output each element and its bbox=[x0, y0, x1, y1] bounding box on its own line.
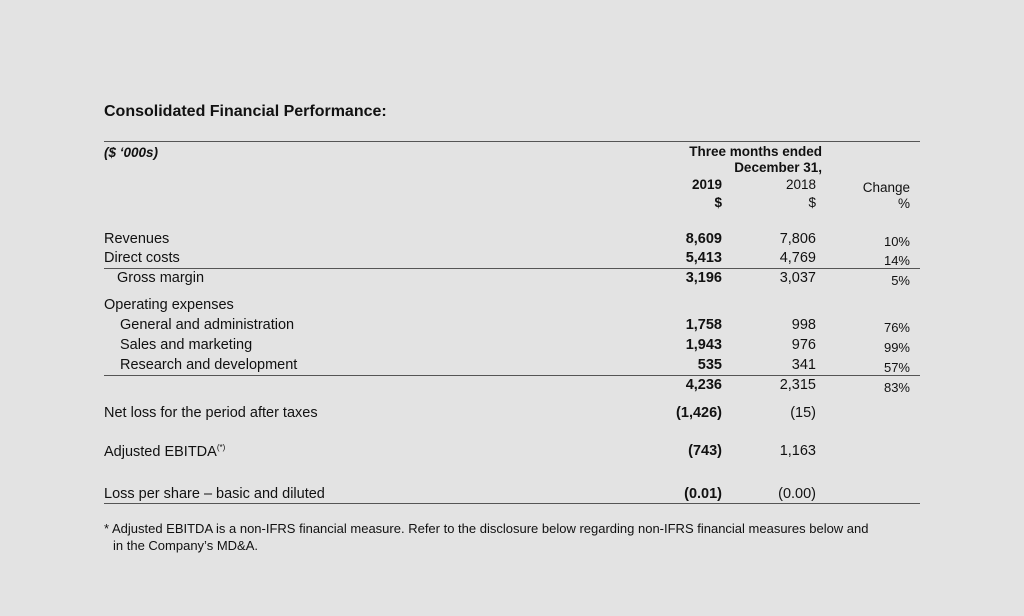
period-header-line2: December 31, bbox=[734, 160, 822, 175]
ga-current: 1,758 bbox=[685, 317, 722, 333]
rd-label: Research and development bbox=[120, 357, 298, 373]
direct-costs-current: 5,413 bbox=[685, 250, 722, 266]
bottom-rule bbox=[104, 503, 920, 504]
eps-label: Loss per share – basic and diluted bbox=[104, 486, 325, 502]
revenues-current: 8,609 bbox=[685, 231, 722, 247]
top-rule bbox=[104, 141, 920, 142]
currency-current-header: $ bbox=[714, 195, 722, 210]
period-header-line1: Three months ended bbox=[689, 144, 822, 159]
net-loss-prior: (15) bbox=[790, 405, 816, 421]
page-title: Consolidated Financial Performance: bbox=[104, 103, 387, 120]
revenues-change: 10% bbox=[883, 234, 910, 249]
change-header: Change bbox=[862, 180, 910, 195]
footnote-line1: * Adjusted EBITDA is a non-IFRS financial measure. Refer to the disclosure below regarding non-IFRS financial measures below and bbox=[104, 521, 869, 536]
footnote bbox=[104, 520, 924, 554]
year-prior-header: 2018 bbox=[785, 177, 816, 192]
eps-current: (0.01) bbox=[684, 486, 722, 502]
opex-total-current: 4,236 bbox=[685, 377, 722, 393]
gross-margin-label: Gross margin bbox=[117, 270, 205, 286]
direct-costs-change: 14% bbox=[883, 253, 910, 268]
net-loss-current: (1,426) bbox=[676, 405, 722, 421]
opex-total-change: 83% bbox=[883, 380, 910, 395]
rd-change: 57% bbox=[883, 360, 910, 375]
direct-costs-prior: 4,769 bbox=[779, 250, 816, 266]
currency-prior-header: $ bbox=[808, 195, 816, 210]
ga-change: 76% bbox=[883, 320, 910, 335]
revenues-label: Revenues bbox=[104, 231, 170, 247]
sm-change: 99% bbox=[883, 340, 910, 355]
ebitda-current: (743) bbox=[688, 443, 722, 459]
change-unit-header: % bbox=[897, 196, 910, 211]
gross-margin-rule bbox=[104, 268, 920, 269]
ga-prior: 998 bbox=[791, 317, 816, 333]
sm-current: 1,943 bbox=[685, 337, 722, 353]
gross-margin-change: 5% bbox=[891, 273, 910, 288]
footnote-line2: in the Company’s MD&A. bbox=[113, 538, 258, 553]
opex-total-rule bbox=[104, 375, 920, 376]
ebitda-prior: 1,163 bbox=[779, 443, 816, 459]
year-current-header: 2019 bbox=[691, 177, 722, 192]
sm-label: Sales and marketing bbox=[120, 337, 253, 353]
rd-prior: 341 bbox=[791, 357, 816, 373]
gross-margin-current: 3,196 bbox=[685, 270, 722, 286]
revenues-prior: 7,806 bbox=[779, 231, 816, 247]
ebitda-label: Adjusted EBITDA(*) bbox=[104, 443, 226, 460]
ebitda-footnote-marker: (*) bbox=[216, 443, 226, 452]
eps-prior: (0.00) bbox=[778, 486, 816, 502]
units-label: ($ ‘000s) bbox=[104, 145, 159, 160]
direct-costs-label: Direct costs bbox=[104, 250, 180, 266]
gross-margin-prior: 3,037 bbox=[779, 270, 816, 286]
net-loss-label: Net loss for the period after taxes bbox=[104, 405, 318, 421]
opex-total-prior: 2,315 bbox=[779, 377, 816, 393]
opex-heading: Operating expenses bbox=[104, 297, 234, 313]
rd-current: 535 bbox=[697, 357, 722, 373]
sm-prior: 976 bbox=[791, 337, 816, 353]
ga-label: General and administration bbox=[120, 317, 295, 333]
